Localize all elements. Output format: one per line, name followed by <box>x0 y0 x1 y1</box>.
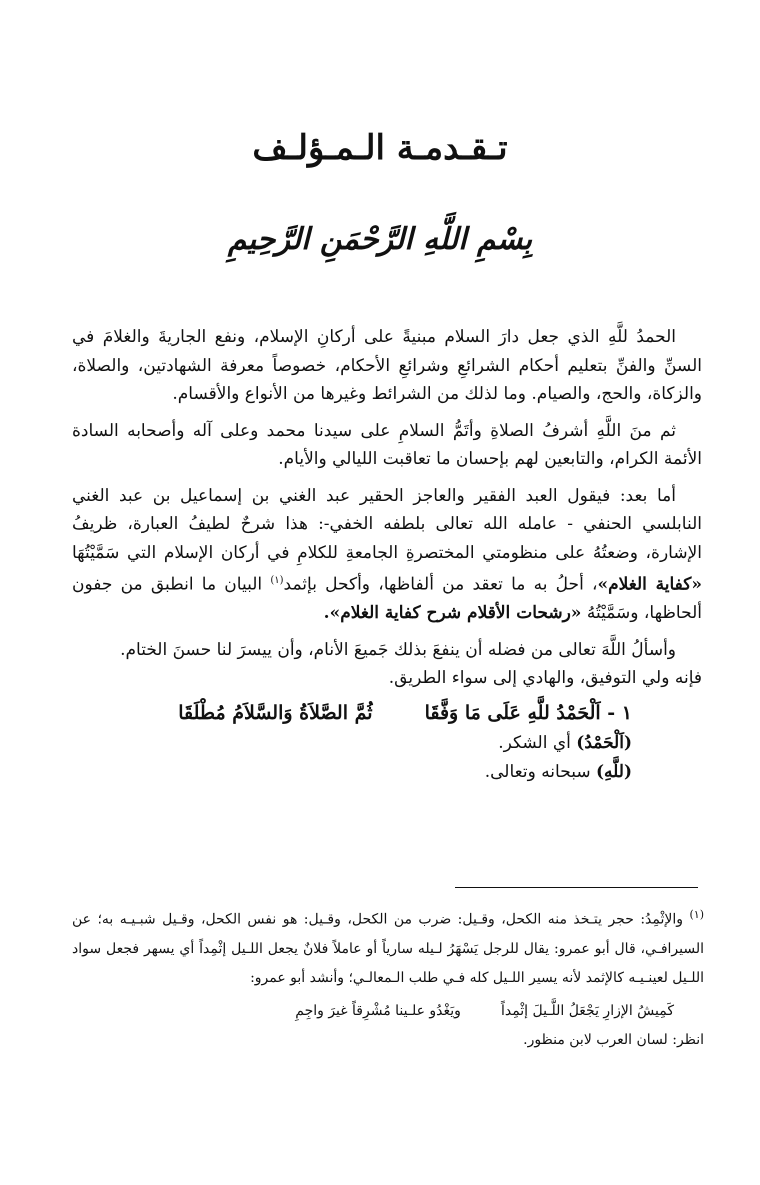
explanation-term-lillah: (للَّهِ) <box>595 761 632 782</box>
verse-first-hemistich: ١ - اَلْحَمْدُ للَّهِ عَلَى مَا وَفَّقَا <box>424 701 632 724</box>
explanation-text-hamd: أي الشكر. <box>498 733 577 754</box>
explanation-term-hamd: (اَلْحَمْدُ) <box>576 733 632 754</box>
footnote-verse-first: كَمِيشُ الإزارِ يَجْعَلُ اللَّـيلَ إثْمِداً <box>500 1002 674 1019</box>
paragraph-closing: فإنه ولي التوفيق، والهادي إلى سواء الطريق. <box>388 668 702 689</box>
explanation-text-lillah: سبحانه وتعالى. <box>484 761 596 782</box>
intro-text-part1: أما بعد: فيقول العبد الفقير والعاجز الحقير عبد الغني بن إسماعيل بن عبد الغني النابلسي الحنفي - عامله الله تعالى بلطفه الخفي-: هذا شرحٌ لطيفُ العبارة، ظريفُ الإشارة، وضعتُهُ على منظومتي المختصرةِ الجامعةِ للكلامِ في أركان الإسلام التي سَمَّيْتُهَا <box>72 485 702 563</box>
verse-second-hemistich: ثُمَّ الصَّلاَةُ وَالسَّلاَمُ مُطْلَقَا <box>178 701 373 724</box>
paragraph-supplication: وأسألُ اللَّهَ تعالى من فضله أن ينفعَ بذلك جَميعَ الأنام، وأن ييسرَ لنا حسنَ الختام. <box>120 639 676 660</box>
footnote-verse-second: ويَغْدُو علـينا مُشْرِقاً غيرَ واجِمِ <box>295 1002 461 1019</box>
book-title-rashahat: «رشحات الأقلام شرح كفاية الغلام». <box>323 603 582 624</box>
intro-text-part2: ، أحلُ به ما تعقد من ألفاظها، وأكحل بإثمد <box>283 574 598 595</box>
book-title-kifaya: «كفاية الغلام» <box>597 574 702 595</box>
footnote-marker: (١) <box>689 908 704 921</box>
footnote-body <box>72 900 704 993</box>
basmala-calligraphy: بِسْمِ اللَّهِ الرَّحْمَنِ الرَّحِيمِ <box>227 222 533 257</box>
footnote-verse <box>72 997 704 1026</box>
explanation-hamd <box>72 729 702 758</box>
page-title: تـقـدمـة الـمـؤلـف <box>252 128 508 168</box>
paragraph-praise: الحمدُ للَّهِ الذي جعل دارَ السلام مبنيةً على أركانِ الإسلام، ونفع الجاريةَ والغلامَ في السنِّ والفنِّ بتعليم أحكام الشرائعِ وشرائعِ الأحكام، خصوصاً معرفة الشهادتين، والصلاة، والزكاة، والحج، والصيام. وما لذلك من الشرائط وغيرها من الأنواع والأقسام. <box>72 327 702 404</box>
main-text <box>72 323 702 786</box>
footnote <box>72 900 704 1055</box>
paragraph-salutation: ثم منَ اللَّهِ أشرفُ الصلاةِ وأتَمُّ السلامِ على سيدنا محمد وعلى آله وأصحابه السادة الأئمة الكرام، والتابعين لهم بإحسان ما تعاقبت الليالي والأيام. <box>72 420 702 469</box>
footnote-text: والإثْمِدُ: حجر يتـخذ منه الكحل، وقـيل: ضرب من الكحل، وقـيل: هو نفس الكحل، وقـيل شبـيـه به؛ عن السيرافـي، قال أبو عمرو: يقال للرجل يَسْهَرُ لـيله سارياً أو عاملاً فلانٌ يجعل اللـيل إثْمِداً أي يسهر فجعل سواد اللـيل لعينـيـه كالإثمد لأنه يسير اللـيل كله فـي طلب الـمعالـي؛ وأنشد أبو عمرو: <box>72 911 704 986</box>
footnote-divider <box>455 887 698 888</box>
paragraph-introduction <box>72 482 702 628</box>
explanation-lillah <box>72 758 702 787</box>
footnote-source: انظر: لسان العرب لابن منظور. <box>523 1031 704 1048</box>
footnote-reference: (١) <box>270 575 284 586</box>
intro-text-part3: البيان ما انطبق من جفون ألحاظها، وسَمَّيْتُهُ <box>72 574 702 624</box>
poem-verse-1 <box>72 699 702 728</box>
